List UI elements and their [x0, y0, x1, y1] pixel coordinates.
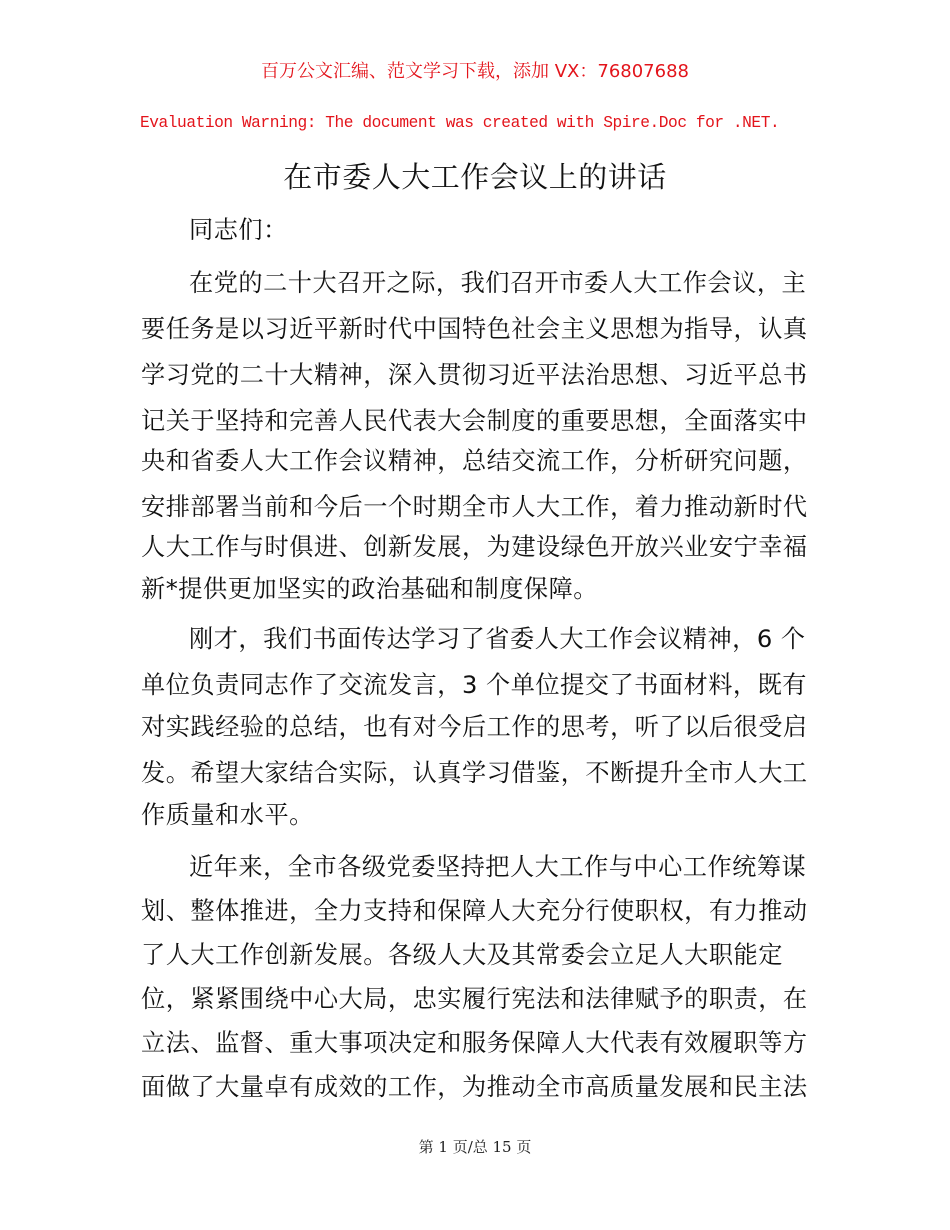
paragraph-3-line-2: 划、整体推进，全力支持和保障人大充分行使职权，有力推动 [141, 897, 808, 925]
paragraph-1-line-5: 央和省委人大工作会议精神，总结交流工作，分析研究问题， [141, 447, 808, 475]
paragraph-2-line-1: 刚才，我们书面传达学习了省委人大工作会议精神，6 个 [189, 625, 806, 653]
paragraph-2-line-4: 发。希望大家结合实际，认真学习借鉴，不断提升全市人大工 [141, 759, 808, 787]
paragraph-1-line-2: 要任务是以习近平新时代中国特色社会主义思想为指导，认真 [141, 315, 808, 343]
paragraph-2-line-5: 作质量和水平。 [141, 801, 314, 829]
header-advertisement: 百万公文汇编、范文学习下载，添加 VX：76807688 [261, 61, 689, 82]
page-indicator: 第 1 页/总 15 页 [418, 1138, 532, 1156]
paragraph-3-line-6: 面做了大量卓有成效的工作，为推动全市高质量发展和民主法 [141, 1073, 808, 1101]
paragraph-2-line-2: 单位负责同志作了交流发言，3 个单位提交了书面材料，既有 [141, 671, 807, 699]
evaluation-warning: Evaluation Warning: The document was created with Spire.Doc for .NET. [140, 114, 780, 132]
paragraph-3-line-3: 了人大工作创新发展。各级人大及其常委会立足人大职能定 [141, 941, 783, 969]
document-title: 在市委人大工作会议上的讲话 [283, 160, 667, 194]
paragraph-1-line-6: 安排部署当前和今后一个时期全市人大工作，着力推动新时代 [141, 493, 808, 521]
paragraph-1-line-1: 在党的二十大召开之际，我们召开市委人大工作会议，主 [189, 269, 807, 297]
paragraph-1-line-4: 记关于坚持和完善人民代表大会制度的重要思想，全面落实中 [141, 407, 808, 435]
paragraph-3-line-4: 位，紧紧围绕中心大局，忠实履行宪法和法律赋予的职责，在 [141, 985, 808, 1013]
paragraph-1-line-3: 学习党的二十大精神，深入贯彻习近平法治思想、习近平总书 [141, 361, 808, 389]
paragraph-3-line-1: 近年来，全市各级党委坚持把人大工作与中心工作统筹谋 [189, 853, 807, 881]
paragraph-1-line-7: 人大工作与时俱进、创新发展，为建设绿色开放兴业安宁幸福 [141, 533, 808, 561]
salutation: 同志们： [189, 216, 288, 244]
paragraph-3-line-5: 立法、监督、重大事项决定和服务保障人大代表有效履职等方 [141, 1029, 808, 1057]
paragraph-2-line-3: 对实践经验的总结，也有对今后工作的思考，听了以后很受启 [141, 713, 808, 741]
paragraph-1-line-8: 新*提供更加坚实的政治基础和制度保障。 [141, 575, 598, 603]
